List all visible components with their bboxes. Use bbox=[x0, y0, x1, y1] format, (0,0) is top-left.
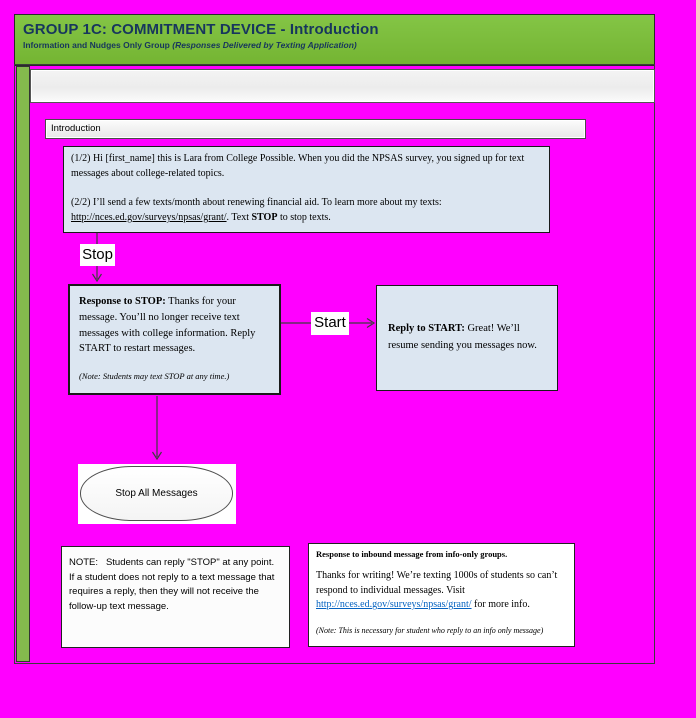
reply-to-start-body: Great! We’ll resume sending you messages now. bbox=[388, 323, 537, 351]
inbound-response-box bbox=[308, 543, 575, 647]
reply-to-start-lead: Reply to START: bbox=[388, 323, 465, 335]
reply-to-start-box bbox=[376, 285, 558, 391]
left-green-strip bbox=[16, 66, 30, 662]
connector-label-stop: Stop bbox=[80, 244, 115, 266]
inbound-body-pre: Thanks for writing! We’re texting 1000s of students so can’t respond to individual messages. Visit bbox=[316, 570, 558, 596]
reply-to-start-text bbox=[388, 321, 546, 355]
response-to-stop-note: (Note: Students may text STOP at any time.) bbox=[79, 371, 230, 381]
stop-keyword: STOP bbox=[251, 212, 278, 223]
response-to-stop-body: Thanks for your message. You’ll no longer receive text messages with college information. Reply START to restart messages. bbox=[79, 296, 256, 355]
response-to-stop-lead: Response to STOP: bbox=[79, 296, 166, 307]
empty-toolbar-band bbox=[30, 69, 655, 103]
inbound-box-body bbox=[316, 569, 567, 613]
message-2-mid: . Text bbox=[226, 212, 252, 223]
response-to-stop-box bbox=[68, 284, 281, 395]
npsas-grant-link-2[interactable]: http://nces.ed.gov/surveys/npsas/grant/ bbox=[316, 599, 472, 611]
message-2-text bbox=[71, 195, 542, 225]
connector-label-start: Start bbox=[311, 312, 349, 335]
terminator-label: Stop All Messages bbox=[115, 488, 198, 499]
inbound-box-title: Response to inbound message from info-only groups. bbox=[316, 549, 508, 559]
subtitle-main: Information and Nudges Only Group bbox=[23, 40, 173, 50]
group-header-banner bbox=[14, 14, 655, 66]
section-label: Introduction bbox=[45, 119, 586, 139]
message-2-pre: (2/2) I’ll send a few texts/month about renewing financial aid. To learn more about my texts: bbox=[71, 197, 442, 208]
page-subtitle bbox=[23, 40, 654, 50]
inbound-body-post: for more info. bbox=[471, 599, 530, 611]
subtitle-italic: (Responses Delivered by Texting Application) bbox=[172, 40, 357, 50]
message-2-post: to stop texts. bbox=[277, 212, 331, 223]
npsas-grant-link[interactable]: http://nces.ed.gov/surveys/npsas/grant/ bbox=[71, 212, 227, 223]
response-to-stop-text bbox=[79, 294, 270, 357]
inbound-box-note: (Note: This is necessary for student who reply to an info only message) bbox=[316, 625, 544, 635]
page-title: GROUP 1C: COMMITMENT DEVICE - Introduction bbox=[23, 21, 379, 38]
stop-all-messages-terminator bbox=[80, 466, 233, 521]
intro-message-box bbox=[63, 146, 550, 233]
note-box: NOTE: Students can reply "STOP" at any point. If a student does not reply to a text message that requires a reply, then they will not receive the follow-up text message. bbox=[61, 546, 290, 648]
message-1-text: (1/2) Hi [first_name] this is Lara from College Possible. When you did the NPSAS survey, you signed up for text messages about college-related topics. bbox=[71, 153, 525, 179]
